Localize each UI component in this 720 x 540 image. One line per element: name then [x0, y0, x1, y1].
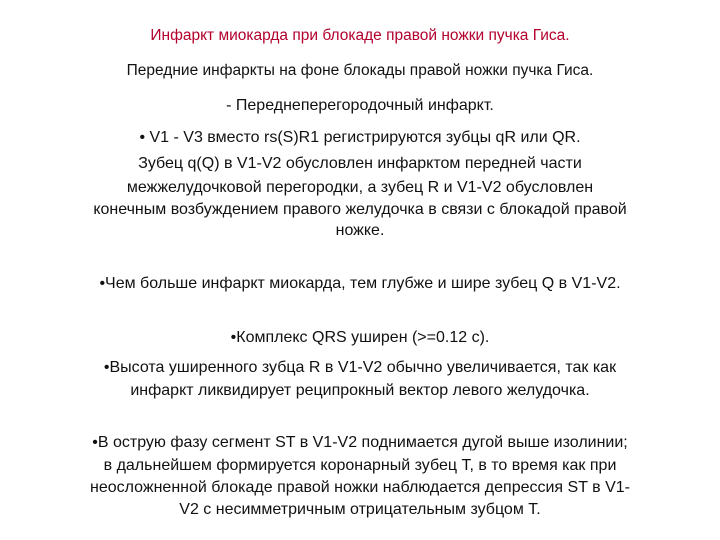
- point-1-line-1: • V1 - V3 вместо rs(S)R1 регистрируются зубцы qR или QR.: [139, 129, 581, 146]
- point-1-line-5: ножке.: [335, 222, 385, 239]
- point-1-line-2: Зубец q(Q) в V1-V2 обусловлен инфарктом передней части: [138, 155, 582, 172]
- slide-subtitle: Передние инфаркты на фоне блокады правой ножки пучка Гиса.: [126, 62, 594, 79]
- point-5-line-1: •В острую фазу сегмент ST в V1-V2 поднимается дугой выше изолинии;: [92, 434, 628, 451]
- point-2-line-1: •Чем больше инфаркт миокарда, тем глубже и шире зубец Q в V1-V2.: [99, 275, 621, 292]
- point-5-line-2: в дальнейшем формируется коронарный зубец Т, в то время как при: [103, 457, 617, 474]
- point-5-line-4: V2 с несимметричным отрицательным зубцом Т.: [179, 501, 541, 518]
- point-4-line-1: •Высота уширенного зубца R в V1-V2 обычно увеличивается, так как: [103, 359, 617, 376]
- point-1-line-4: конечным возбуждением правого желудочка в связи с блокадой правой: [93, 201, 627, 218]
- point-3-line-1: •Комплекс QRS уширен (>=0.12 с).: [230, 329, 490, 346]
- point-4-line-2: инфаркт ликвидирует реципрокный вектор левого желудочка.: [130, 382, 590, 399]
- topic-heading: - Переднеперегородочный инфаркт.: [226, 97, 494, 114]
- slide-title: Инфаркт миокарда при блокаде правой ножки пучка Гиса.: [150, 27, 570, 44]
- point-1-line-3: межжелудочковой перегородки, а зубец R и V1-V2 обусловлен: [126, 179, 594, 196]
- point-5-line-3: неосложненной блокаде правой ножки наблюдается депрессия ST в V1-: [90, 479, 630, 496]
